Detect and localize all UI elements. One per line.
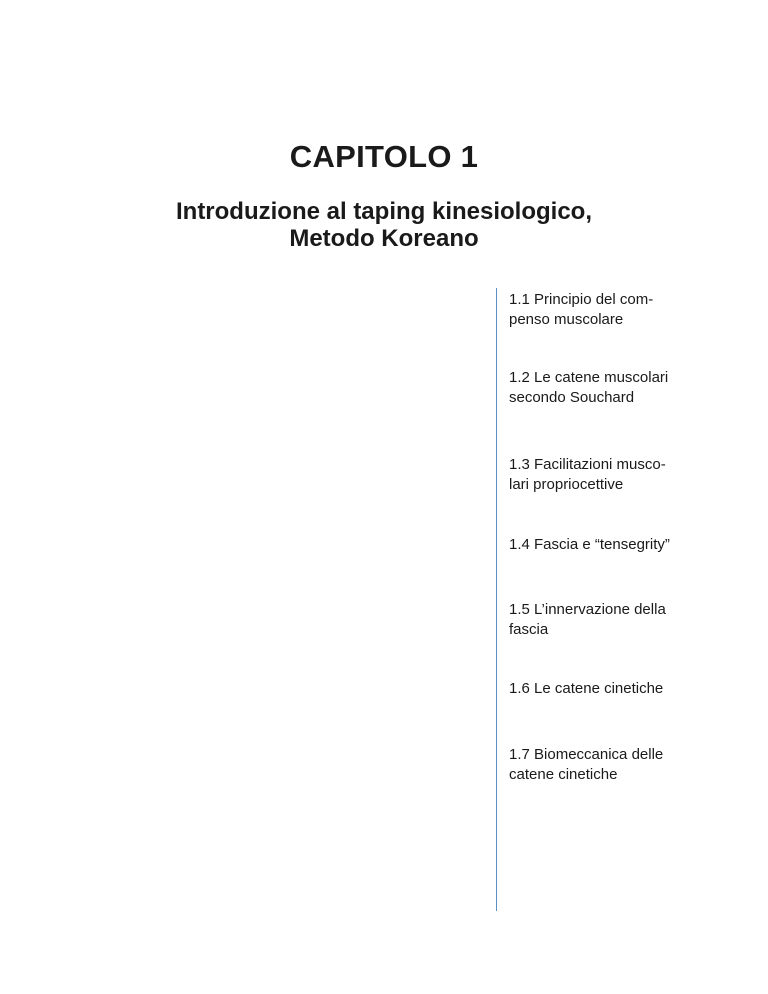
chapter-label: CAPITOLO 1 bbox=[289, 138, 479, 174]
toc-item-1-6[interactable] bbox=[509, 679, 729, 699]
toc-item-line: penso muscolare bbox=[509, 311, 624, 328]
toc-item-line: secondo Souchard bbox=[509, 389, 635, 406]
toc-item-line: fascia bbox=[509, 621, 549, 638]
toc-item-line: 1.6 Le catene cinetiche bbox=[509, 680, 664, 697]
toc-item-line: catene cinetiche bbox=[509, 766, 618, 783]
toc-item-1-1[interactable] bbox=[509, 290, 729, 330]
toc-item-line: 1.5 L’innervazione della bbox=[509, 601, 666, 618]
toc-item-line: lari propriocettive bbox=[509, 476, 624, 493]
chapter-title-line: Introduzione al taping kinesiologico, bbox=[175, 197, 592, 225]
toc-item-line: 1.3 Facilitazioni musco- bbox=[509, 456, 666, 473]
toc-item-1-5[interactable] bbox=[509, 600, 729, 640]
toc-item-line: 1.1 Principio del com- bbox=[509, 291, 654, 308]
toc-item-1-4[interactable] bbox=[509, 535, 729, 555]
toc-item-line: 1.2 Le catene muscolari bbox=[509, 369, 669, 386]
toc-item-1-3[interactable] bbox=[509, 455, 729, 495]
chapter-title-line: Metodo Koreano bbox=[289, 224, 479, 252]
toc-item-1-7[interactable] bbox=[509, 745, 729, 785]
toc-item-line: 1.7 Biomeccanica delle bbox=[509, 746, 664, 763]
toc-item-line: 1.4 Fascia e “tensegrity” bbox=[509, 536, 670, 553]
chapter-title bbox=[0, 198, 768, 252]
toc-divider bbox=[496, 288, 497, 911]
toc-item-1-2[interactable] bbox=[509, 368, 729, 408]
